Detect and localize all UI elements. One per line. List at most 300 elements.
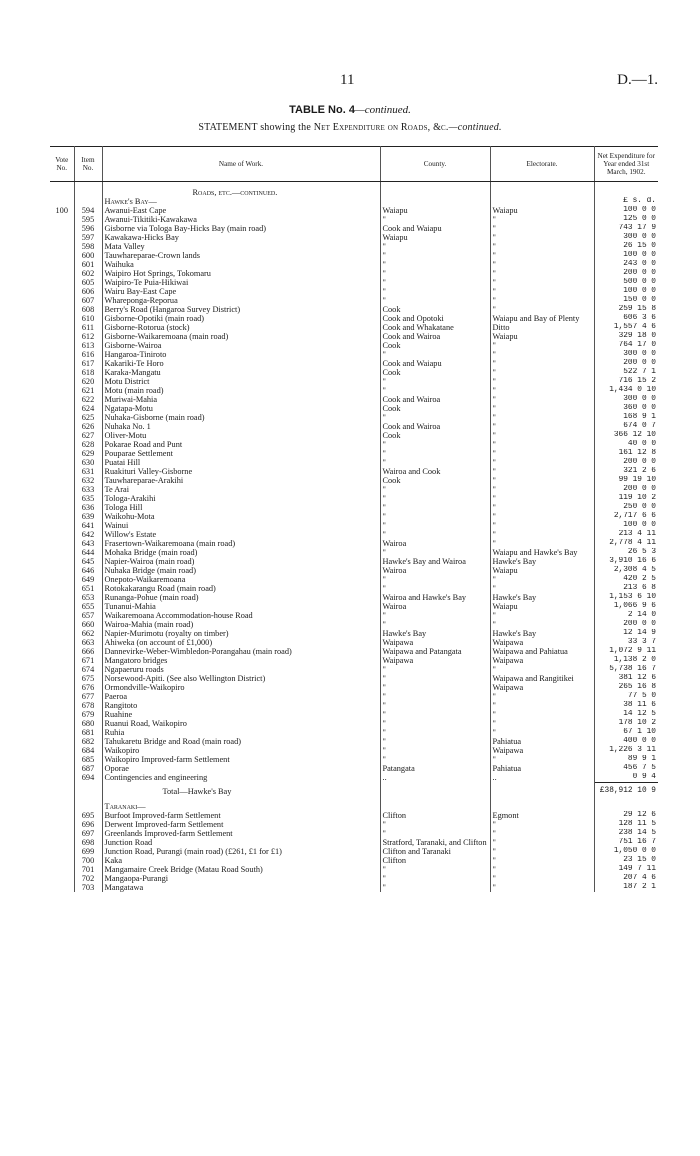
electorate-name: " [490,710,594,719]
expenditure-amount: 1,050 0 0 [613,847,656,855]
expenditure-amount: 100 0 0 [623,206,656,214]
expenditure-table [50,146,658,892]
electorate-name: Ditto [490,323,594,332]
expenditure-amount: 300 0 0 [623,350,656,358]
electorate-name: " [490,395,594,404]
region-heading: Hawke's Bay— [102,197,380,206]
table-row [50,341,658,350]
col-county: County. [380,147,490,182]
work-name: Dannevirke-Weber-Wimbledon-Porangahau (main road) [102,647,380,656]
expenditure-amount: 606 3 6 [623,314,656,322]
vote-cell [50,368,74,377]
vote-cell [50,674,74,683]
county-name: " [380,865,490,874]
item-number: 639 [74,512,102,521]
electorate-cell [490,796,594,811]
county-name: " [380,683,490,692]
section-heading-row [50,182,658,198]
work-name: Hangaroa-Tiniroto [102,350,380,359]
vote-cell [50,242,74,251]
vote-cell [50,584,74,593]
vote-cell [50,665,74,674]
expenditure-amount: 207 4 6 [623,874,656,882]
item-number: 602 [74,269,102,278]
electorate-name: " [490,350,594,359]
table-row [50,386,658,395]
item-number: 598 [74,242,102,251]
vote-cell [50,233,74,242]
expenditure-amount: 1,072 9 11 [609,647,656,655]
expenditure-amount: 38 11 6 [623,701,656,709]
vote-cell [50,773,74,783]
expenditure-amount: 213 6 8 [623,584,656,592]
electorate-name: Waipawa [490,683,594,692]
table-row [50,755,658,764]
table-row [50,368,658,377]
item-number: 671 [74,656,102,665]
table-row [50,683,658,692]
item-number: 680 [74,719,102,728]
table-row [50,458,658,467]
work-name: Pouparae Settlement [102,449,380,458]
expenditure-amount: 321 2 6 [623,467,656,475]
expenditure-amount: 300 0 0 [623,233,656,241]
item-number: 605 [74,278,102,287]
electorate-name: " [490,368,594,377]
total-row [50,783,658,797]
vote-cell [50,838,74,847]
table-row [50,431,658,440]
county-name: Wairoa and Hawke's Bay [380,593,490,602]
table-row [50,584,658,593]
vote-cell [50,278,74,287]
electorate-name: " [490,503,594,512]
table-row [50,251,658,260]
electorate-name: Pahiatua [490,737,594,746]
item-number: 642 [74,530,102,539]
region-heading-row [50,197,658,206]
expenditure-amount: 150 0 0 [623,296,656,304]
table-row [50,476,658,485]
work-name: Ruahine [102,710,380,719]
vote-cell [50,539,74,548]
item-number: 655 [74,602,102,611]
table-row [50,323,658,332]
vote-cell [50,719,74,728]
electorate-name: " [490,512,594,521]
expenditure-amount: 751 16 7 [618,838,656,846]
vote-cell [50,341,74,350]
county-name: " [380,692,490,701]
table-row [50,620,658,629]
table-row [50,278,658,287]
electorate-name: Waiapu [490,602,594,611]
vote-cell [50,503,74,512]
item-number: 695 [74,811,102,820]
work-name: Contingencies and engineering [102,773,380,783]
electorate-name: Waipawa [490,746,594,755]
electorate-name: " [490,404,594,413]
table-row [50,811,658,820]
electorate-name: " [490,530,594,539]
county-cell [380,796,490,811]
county-name: Clifton [380,856,490,865]
county-name: " [380,548,490,557]
vote-cell [50,458,74,467]
county-name: " [380,251,490,260]
page-header [0,72,700,92]
expenditure-amount: 243 0 0 [623,260,656,268]
vote-cell [50,422,74,431]
vote-cell [50,296,74,305]
expenditure-amount: 100 0 0 [623,521,656,529]
table-row [50,233,658,242]
expenditure-amount: 200 0 0 [623,359,656,367]
work-name: Waikopiro [102,746,380,755]
county-name: " [380,829,490,838]
table-row [50,413,658,422]
county-name: Wairoa [380,539,490,548]
statement-smallcaps: Net Expenditure on Roads, &c. [313,122,449,133]
county-name: Waiapu [380,233,490,242]
item-number: 617 [74,359,102,368]
item-number: 635 [74,494,102,503]
item-number: 697 [74,829,102,838]
electorate-name: " [490,755,594,764]
table-row [50,287,658,296]
work-name: Rangitoto [102,701,380,710]
item-number: 682 [74,737,102,746]
item-number: 681 [74,728,102,737]
region-heading-row [50,796,658,811]
expenditure-amount: 187 2 1 [623,883,656,891]
work-name: Ngatapa-Motu [102,404,380,413]
item-number: 621 [74,386,102,395]
county-name: " [380,611,490,620]
expenditure-amount: 67 1 10 [623,728,656,736]
work-name: Ahiweka (on account of £1,000) [102,638,380,647]
table-row [50,746,658,755]
table-row [50,467,658,476]
expenditure-amount: 265 16 8 [618,683,656,691]
county-cell [380,783,490,797]
table-row [50,719,658,728]
work-name: Berry's Road (Hangaroa Survey District) [102,305,380,314]
item-number: 620 [74,377,102,386]
work-name: Gisborne via Tologa Bay-Hicks Bay (main road) [102,224,380,233]
vote-cell [50,764,74,773]
electorate-name: " [490,251,594,260]
electorate-name: " [490,233,594,242]
table-row [50,395,658,404]
item-number: 698 [74,838,102,847]
expenditure-amount: 128 11 5 [618,820,656,828]
county-name: " [380,269,490,278]
table-row [50,829,658,838]
expenditure-amount: 5,738 16 7 [609,665,656,673]
col-item: Item No. [74,147,102,182]
electorate-name: " [490,874,594,883]
table-row [50,242,658,251]
county-name: Cook and Wairoa [380,395,490,404]
work-name: Waipiro Hot Springs, Tokomaru [102,269,380,278]
item-number: 663 [74,638,102,647]
work-name: Tologa Hill [102,503,380,512]
electorate-name: Pahiatua [490,764,594,773]
expenditure-amount: 12 14 9 [623,629,656,637]
item-number: 630 [74,458,102,467]
electorate-name: " [490,413,594,422]
county-name: Waipawa and Patangata [380,647,490,656]
expenditure-amount: 23 15 0 [623,856,656,864]
table-title [0,104,700,116]
expenditure-amount: 400 0 0 [623,737,656,745]
vote-cell [50,350,74,359]
electorate-name: " [490,431,594,440]
work-name: Ngapaeruru roads [102,665,380,674]
county-cell [380,197,490,206]
item-number: 600 [74,251,102,260]
table-row [50,656,658,665]
item-number: 595 [74,215,102,224]
county-name: Cook [380,341,490,350]
expenditure-amount: 26 15 0 [623,242,656,250]
vote-cell [50,856,74,865]
electorate-name: " [490,701,594,710]
vote-cell [50,386,74,395]
electorate-name: " [490,584,594,593]
county-name: " [380,449,490,458]
work-name: Frasertown-Waikaremoana (main road) [102,539,380,548]
table-row [50,521,658,530]
work-name: Awanui-East Cape [102,206,380,215]
electorate-name: Hawke's Bay [490,593,594,602]
work-name: Gisborne-Wairoa [102,341,380,350]
county-name: " [380,296,490,305]
item-number: 657 [74,611,102,620]
county-name: Cook [380,305,490,314]
expenditure-amount: 250 0 0 [623,503,656,511]
item-number: 644 [74,548,102,557]
vote-cell [50,224,74,233]
expenditure-amount: 100 0 0 [623,287,656,295]
electorate-name: " [490,278,594,287]
expenditure-amount: 674 0 7 [623,422,656,430]
expenditure-amount: 2,308 4 5 [613,566,656,574]
total-label: Total—Hawke's Bay [102,783,380,797]
electorate-name: " [490,440,594,449]
work-name: Rotokakarangu Road (main road) [102,584,380,593]
col-work: Name of Work. [102,147,380,182]
vote-cell [50,847,74,856]
vote-cell [50,530,74,539]
county-name: Stratford, Taranaki, and Clifton [380,838,490,847]
county-name: " [380,530,490,539]
expenditure-amount: 33 3 7 [627,638,656,646]
vote-cell [50,404,74,413]
work-name: Wairu Bay-East Cape [102,287,380,296]
electorate-name: " [490,296,594,305]
county-name: " [380,242,490,251]
col-electorate: Electorate. [490,147,594,182]
vote-cell [50,638,74,647]
work-name: Nuhaka No. 1 [102,422,380,431]
expenditure-amount: 1,066 9 6 [613,602,656,610]
item-number: 699 [74,847,102,856]
work-name: Whareponga-Reporua [102,296,380,305]
electorate-name: " [490,386,594,395]
table-row [50,773,658,783]
vote-cell [50,874,74,883]
county-name: " [380,883,490,892]
vote-cell [50,449,74,458]
work-name: Oliver-Motu [102,431,380,440]
item-number: 601 [74,260,102,269]
electorate-name: " [490,847,594,856]
vote-cell [50,494,74,503]
county-name: " [380,737,490,746]
vote-cell [50,796,74,811]
county-name: " [380,665,490,674]
county-name: Wairoa [380,602,490,611]
electorate-name: " [490,458,594,467]
item-number: 660 [74,620,102,629]
expenditure-amount: 125 0 0 [623,215,656,223]
expenditure-amount: 500 0 0 [623,278,656,286]
electorate-name: " [490,377,594,386]
expenditure-amount: 1,153 6 10 [609,593,656,601]
work-name: Oporae [102,764,380,773]
section-heading: Roads, etc.—continued. [102,182,380,198]
table-row [50,665,658,674]
item-cell [74,197,102,206]
work-name: Mata Valley [102,242,380,251]
item-cell [74,783,102,797]
expenditure-amount: 168 9 1 [623,413,656,421]
vote-cell [50,629,74,638]
expenditure-amount: 161 12 8 [618,449,656,457]
work-name: Muriwai-Mahia [102,395,380,404]
county-name: Clifton [380,811,490,820]
work-name: Tauwhareparae-Crown lands [102,251,380,260]
electorate-name: Waiapu and Hawke's Bay [490,548,594,557]
work-name: Napier-Wairoa (main road) [102,557,380,566]
currency-header: £ s. d. [623,197,656,205]
county-name: " [380,485,490,494]
table-row [50,611,658,620]
work-name: Willow's Estate [102,530,380,539]
electorate-name: " [490,883,594,892]
table-row [50,838,658,847]
vote-cell [50,395,74,404]
work-name: Derwent Improved-farm Settlement [102,820,380,829]
table-row [50,503,658,512]
expenditure-amount: 456 7 5 [623,764,656,772]
county-name: " [380,820,490,829]
table-row [50,440,658,449]
vote-cell [50,476,74,485]
county-name: Cook and Whakatane [380,323,490,332]
expenditure-amount: 99 19 10 [618,476,656,484]
expenditure-amount: 200 0 0 [623,485,656,493]
electorate-name: " [490,856,594,865]
county-name: " [380,260,490,269]
electorate-name: Waipawa [490,638,594,647]
expenditure-amount: 360 0 0 [623,404,656,412]
county-name: Waipawa [380,638,490,647]
work-name: Norsewood-Apiti. (See also Wellington District) [102,674,380,683]
item-number: 631 [74,467,102,476]
county-name: Hawke's Bay [380,629,490,638]
item-cell [74,182,102,198]
vote-cell [50,737,74,746]
expenditure-amount: 119 10 2 [618,494,656,502]
county-name: .. [380,773,490,783]
county-name: " [380,874,490,883]
work-name: Runanga-Pohue (main road) [102,593,380,602]
vote-cell [50,269,74,278]
table-row [50,764,658,773]
statement-suffix: —continued. [448,122,502,133]
item-number: 597 [74,233,102,242]
vote-cell [50,431,74,440]
electorate-name: " [490,539,594,548]
region-heading: Taranaki— [102,796,380,811]
county-name: " [380,494,490,503]
amount-cell [594,796,658,811]
work-name: Mohaka Bridge (main road) [102,548,380,557]
vote-cell [50,287,74,296]
vote-cell [50,332,74,341]
table-row [50,377,658,386]
work-name: Kaka [102,856,380,865]
electorate-name: " [490,269,594,278]
expenditure-amount: 29 12 6 [623,811,656,819]
item-number: 624 [74,404,102,413]
item-number: 641 [74,521,102,530]
expenditure-amount: 420 2 5 [623,575,656,583]
vote-cell [50,566,74,575]
item-number: 626 [74,422,102,431]
county-name: " [380,287,490,296]
electorate-name: " [490,215,594,224]
item-number: 632 [74,476,102,485]
item-number: 701 [74,865,102,874]
item-number: 687 [74,764,102,773]
item-number: 651 [74,584,102,593]
item-number: 596 [74,224,102,233]
table-row [50,485,658,494]
table-row [50,847,658,856]
table-row [50,674,658,683]
work-name: Pokarae Road and Punt [102,440,380,449]
item-number: 684 [74,746,102,755]
expenditure-amount: 764 17 0 [618,341,656,349]
expenditure-amount: 200 0 0 [623,620,656,628]
statement-prefix: STATEMENT showing the [198,122,314,133]
item-number: 618 [74,368,102,377]
county-name: " [380,746,490,755]
county-name: " [380,521,490,530]
electorate-name: " [490,865,594,874]
county-name: Waiapu [380,206,490,215]
item-number: 702 [74,874,102,883]
electorate-name: " [490,449,594,458]
table-row [50,883,658,892]
county-name: " [380,575,490,584]
electorate-name: Hawke's Bay [490,557,594,566]
county-name: " [380,719,490,728]
